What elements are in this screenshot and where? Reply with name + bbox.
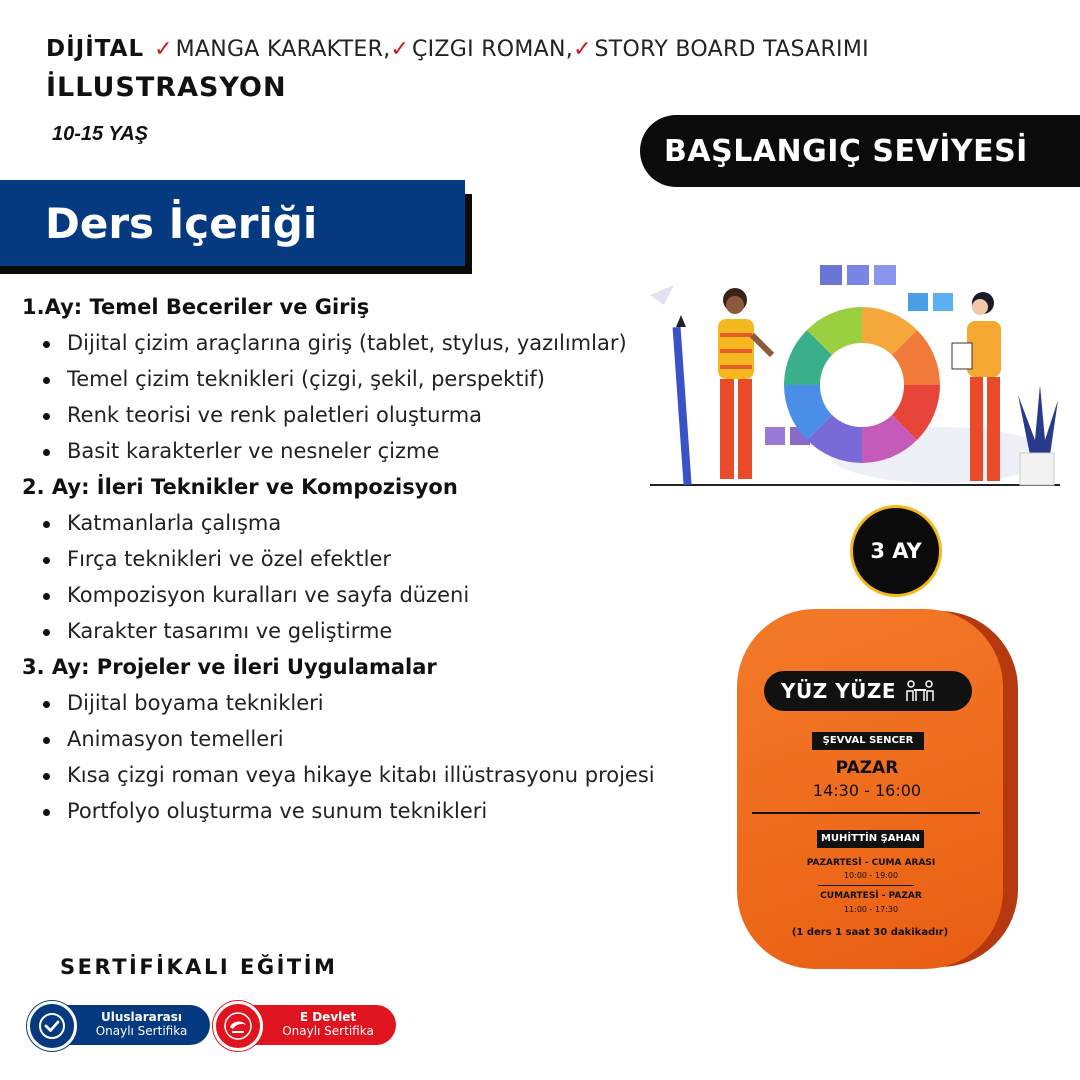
days2-label: PAZARTESİ - CUMA ARASI	[806, 858, 936, 868]
month-items	[22, 505, 712, 649]
international-certificate-badge	[55, 1005, 210, 1045]
list-item: Basit karakterler ve nesneler çizme	[22, 433, 712, 469]
month-items	[22, 325, 712, 469]
list-item: Portfolyo oluşturma ve sunum teknikleri	[22, 793, 712, 829]
cert1-line2: Onaylı Sertifika	[95, 1024, 188, 1038]
certificate-title: SERTİFİKALI EĞİTİM	[60, 955, 338, 979]
list-item: Dijital boyama teknikleri	[22, 685, 712, 721]
teacher1-tag: ŞEVVAL SENCER	[812, 732, 924, 750]
days3-label: CUMARTESİ - PAZAR	[820, 891, 922, 901]
list-item: Fırça teknikleri ve özel efektler	[22, 541, 712, 577]
topic-manga: MANGA KARAKTER,	[175, 37, 391, 62]
check-icon: ✓	[573, 36, 592, 61]
duration-label: 3 AY	[870, 539, 922, 563]
teacher2-tag: MUHİTTİN ŞAHAN	[817, 830, 924, 848]
list-item: Katmanlarla çalışma	[22, 505, 712, 541]
mode-pill	[764, 671, 972, 711]
time3-label: 11:00 - 17:30	[843, 905, 899, 914]
check-icon: ✓	[390, 36, 409, 61]
edevlet-logo-icon	[213, 1001, 263, 1051]
section-title-box	[0, 180, 465, 266]
checkmark-badge-icon	[27, 1001, 77, 1051]
cert2-line1: E Devlet	[299, 1010, 357, 1024]
section-title: Ders İçeriği	[45, 198, 318, 248]
classroom-icon	[904, 679, 936, 703]
topics-list	[154, 36, 869, 62]
month-items	[22, 685, 712, 829]
course-content	[22, 289, 712, 829]
time1-label: 14:30 - 16:00	[812, 781, 922, 800]
check-icon: ✓	[154, 36, 173, 61]
list-item: Kısa çizgi roman veya hikaye kitabı illüstrasyonu projesi	[22, 757, 712, 793]
topic-story-board: STORY BOARD TASARIMI	[594, 37, 869, 62]
edevlet-certificate-badge	[250, 1005, 396, 1045]
month-title: 3. Ay: Projeler ve İleri Uygulamalar	[22, 655, 437, 679]
cert1-line1: Uluslararası	[100, 1010, 183, 1024]
mode-label: YÜZ YÜZE	[781, 679, 897, 703]
brand-line1: DİJİTAL	[46, 36, 145, 62]
list-item: Karakter tasarımı ve geliştirme	[22, 613, 712, 649]
cert2-line2: Onaylı Sertifika	[282, 1024, 374, 1038]
day1-label: PAZAR	[835, 758, 899, 778]
month-title: 1.Ay: Temel Beceriler ve Giriş	[22, 295, 370, 319]
topic-cizgi-roman: ÇIZGI ROMAN,	[411, 37, 574, 62]
lesson-duration-note: (1 ders 1 saat 30 dakikadır)	[791, 927, 949, 938]
month-title: 2. Ay: İleri Teknikler ve Kompozisyon	[22, 475, 458, 499]
time2-label: 10:00 - 19:00	[843, 871, 899, 880]
level-label: BAŞLANGIÇ SEVİYESİ	[664, 133, 1028, 169]
list-item: Temel çizim teknikleri (çizgi, şekil, perspektif)	[22, 361, 712, 397]
list-item: Dijital çizim araçlarına giriş (tablet, stylus, yazılımlar)	[22, 325, 712, 361]
duration-badge	[850, 505, 942, 597]
brand-line2: İLLUSTRASYON	[46, 72, 287, 103]
list-item: Animasyon temelleri	[22, 721, 712, 757]
list-item: Renk teorisi ve renk paletleri oluşturma	[22, 397, 712, 433]
color-wheel-illustration	[640, 255, 1070, 495]
schedule-divider	[752, 812, 980, 814]
age-range: 10-15 YAŞ	[52, 123, 148, 145]
schedule-divider-small	[818, 885, 914, 886]
list-item: Kompozisyon kuralları ve sayfa düzeni	[22, 577, 712, 613]
title-line	[46, 36, 869, 68]
level-badge	[640, 115, 1080, 187]
